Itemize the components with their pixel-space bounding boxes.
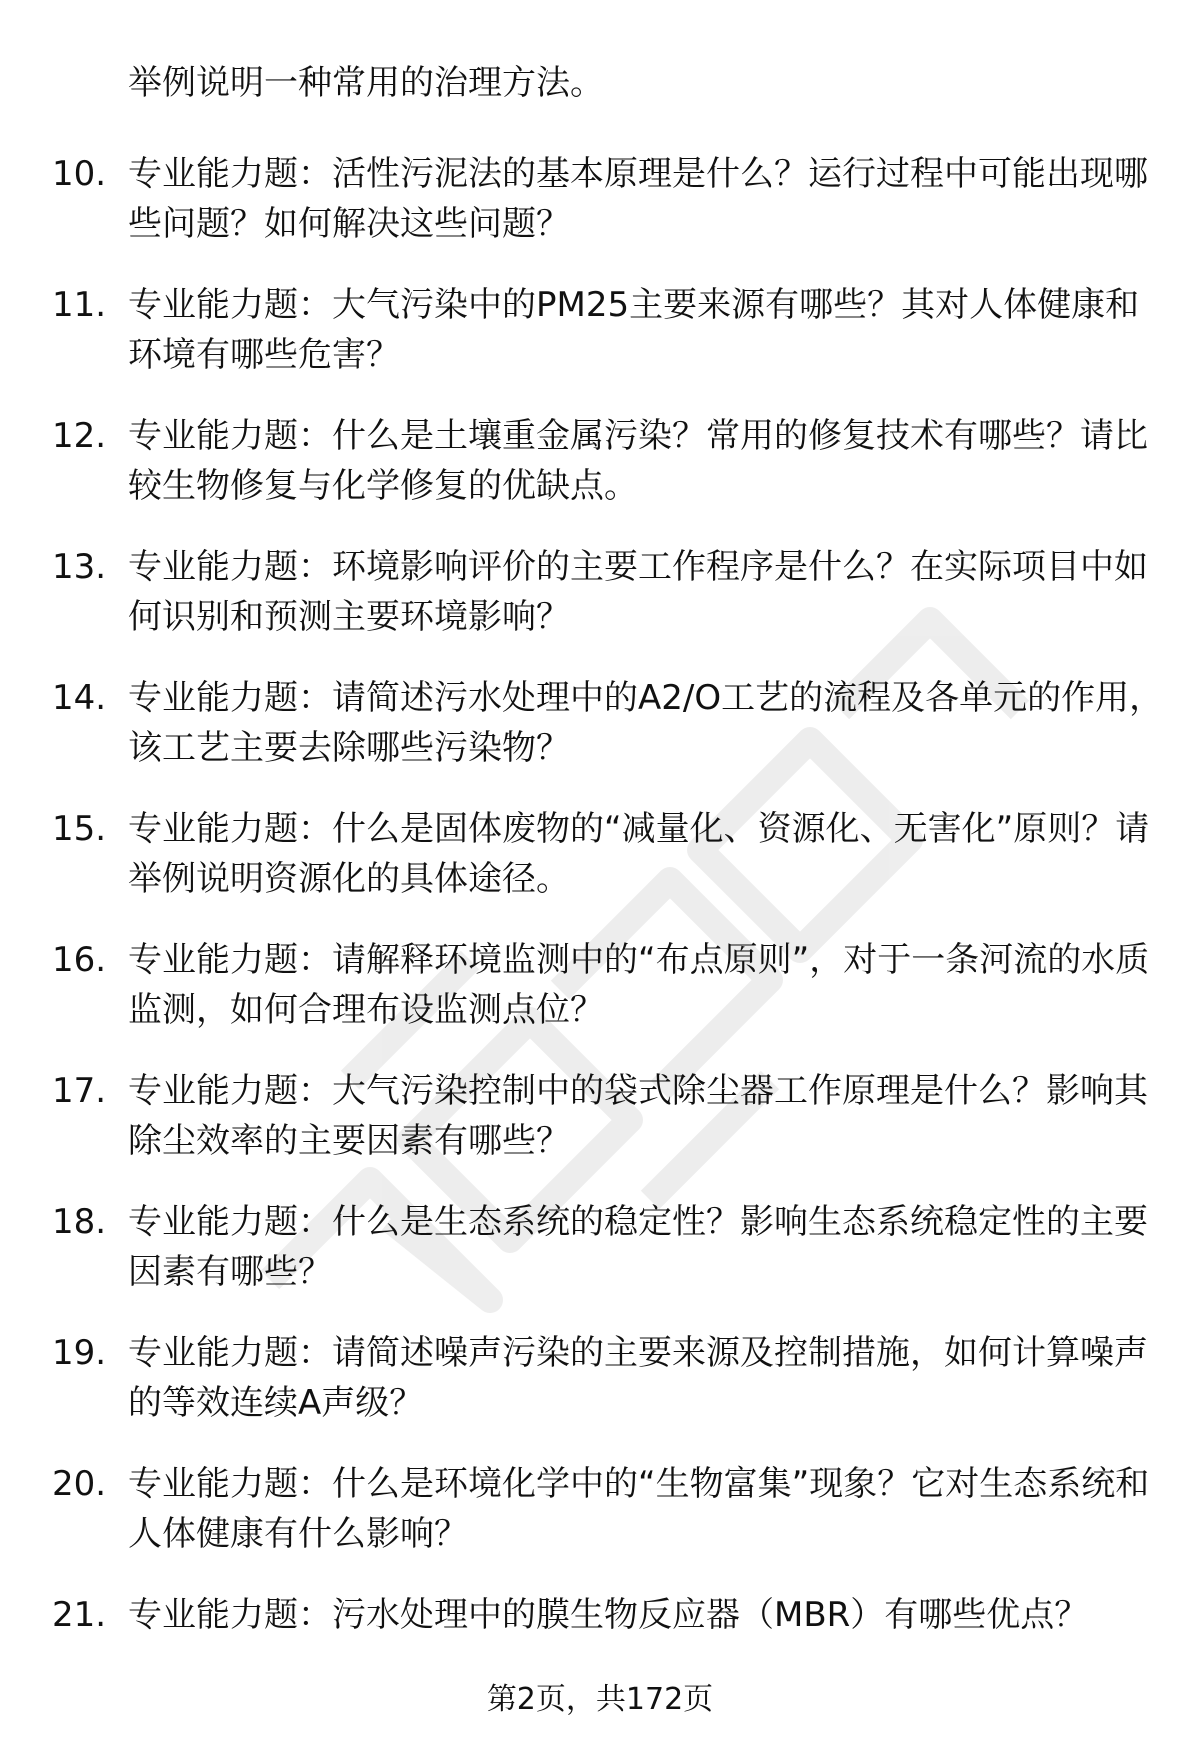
question-text: 专业能力题：污水处理中的膜生物反应器（MBR）有哪些优点？ bbox=[128, 1595, 1089, 1635]
question-item bbox=[0, 673, 1200, 804]
question-number: 17. bbox=[52, 1071, 107, 1111]
question-number: 11. bbox=[52, 285, 107, 325]
question-text: 专业能力题：什么是土壤重金属污染？常用的修复技术有哪些？请比较生物修复与化学修复的优缺点。 bbox=[128, 416, 1148, 506]
question-number: 10. bbox=[52, 154, 107, 194]
question-item bbox=[0, 1328, 1200, 1459]
page-footer: 第2页，共172页 bbox=[486, 1682, 714, 1717]
question-text: 专业能力题：活性污泥法的基本原理是什么？运行过程中可能出现哪些问题？如何解决这些问题？ bbox=[128, 154, 1148, 244]
question-item bbox=[0, 1066, 1200, 1197]
question-list bbox=[0, 149, 1200, 1721]
question-text: 专业能力题：大气污染中的PM25主要来源有哪些？其对人体健康和环境有哪些危害？ bbox=[128, 285, 1140, 375]
question-text: 专业能力题：请解释环境监测中的“布点原则”，对于一条河流的水质监测，如何合理布设监测点位？ bbox=[128, 940, 1150, 1030]
question-item bbox=[0, 804, 1200, 935]
question-text: 专业能力题：请简述噪声污染的主要来源及控制措施，如何计算噪声的等效连续A声级？ bbox=[128, 1333, 1148, 1423]
question-number: 15. bbox=[52, 809, 107, 849]
question-item bbox=[0, 149, 1200, 280]
question-item bbox=[0, 1197, 1200, 1328]
question-item bbox=[0, 1459, 1200, 1590]
question-item bbox=[0, 935, 1200, 1066]
question-number: 12. bbox=[52, 416, 107, 456]
question-text: 专业能力题：大气污染控制中的袋式除尘器工作原理是什么？影响其除尘效率的主要因素有哪些？ bbox=[128, 1071, 1148, 1161]
question-number: 18. bbox=[52, 1202, 107, 1242]
question-item bbox=[0, 411, 1200, 542]
question-text: 专业能力题：什么是固体废物的“减量化、资源化、无害化”原则？请举例说明资源化的具体途径。 bbox=[128, 809, 1150, 899]
continuation-text: 举例说明一种常用的治理方法。 bbox=[128, 63, 604, 103]
question-text: 专业能力题：什么是生态系统的稳定性？影响生态系统稳定性的主要因素有哪些？ bbox=[128, 1202, 1148, 1292]
question-number: 19. bbox=[52, 1333, 107, 1373]
question-number: 20. bbox=[52, 1464, 107, 1504]
question-text: 专业能力题：请简述污水处理中的A2/O工艺的流程及各单元的作用，该工艺主要去除哪些污染物？ bbox=[128, 678, 1164, 768]
question-text: 专业能力题：环境影响评价的主要工作程序是什么？在实际项目中如何识别和预测主要环境影响？ bbox=[128, 547, 1148, 637]
question-number: 14. bbox=[52, 678, 107, 718]
question-text: 专业能力题：什么是环境化学中的“生物富集”现象？它对生态系统和人体健康有什么影响？ bbox=[128, 1464, 1150, 1554]
question-number: 21. bbox=[52, 1595, 107, 1635]
question-item bbox=[0, 280, 1200, 411]
question-number: 13. bbox=[52, 547, 107, 587]
question-item bbox=[0, 542, 1200, 673]
question-number: 16. bbox=[52, 940, 107, 980]
